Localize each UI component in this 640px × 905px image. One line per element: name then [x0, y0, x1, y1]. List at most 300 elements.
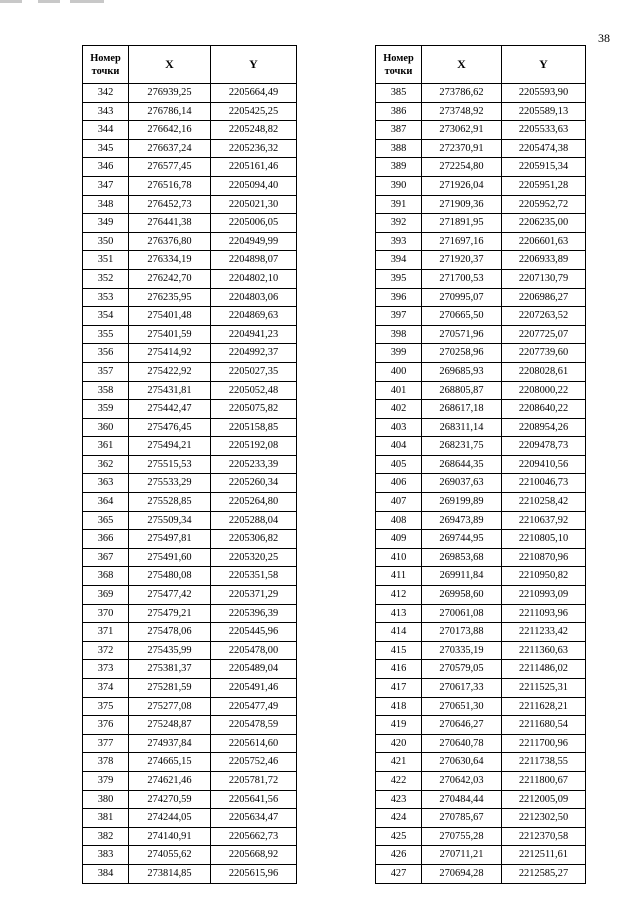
x-cell: 273748,92: [422, 102, 502, 121]
y-cell: 2204869,63: [211, 307, 297, 326]
table-row: [376, 623, 586, 642]
y-cell: 2211486,02: [502, 660, 586, 679]
y-cell: 2210637,92: [502, 511, 586, 530]
x-cell: 276939,25: [129, 84, 211, 103]
table-row: [83, 195, 297, 214]
point-number-cell: 364: [83, 493, 129, 512]
table-row: [83, 790, 297, 809]
table-row: [83, 641, 297, 660]
point-number-cell: 422: [376, 771, 422, 790]
x-cell: 275277,08: [129, 697, 211, 716]
x-cell: 275442,47: [129, 400, 211, 419]
y-cell: 2205668,92: [211, 846, 297, 865]
x-cell: 270755,28: [422, 827, 502, 846]
scan-mark: [0, 0, 22, 3]
point-number-cell: 347: [83, 176, 129, 195]
table-row: [376, 288, 586, 307]
y-cell: 2205952,72: [502, 195, 586, 214]
x-cell: 275414,92: [129, 344, 211, 363]
y-cell: 2204941,23: [211, 325, 297, 344]
y-cell: 2205161,46: [211, 158, 297, 177]
x-cell: 270258,96: [422, 344, 502, 363]
point-number-cell: 413: [376, 604, 422, 623]
point-number-cell: 380: [83, 790, 129, 809]
table-row: [83, 102, 297, 121]
table-row: [376, 567, 586, 586]
table-row: [376, 381, 586, 400]
y-cell: 2211525,31: [502, 679, 586, 698]
y-cell: 2209410,56: [502, 455, 586, 474]
y-cell: 2205371,29: [211, 586, 297, 605]
table-row: [376, 158, 586, 177]
point-number-cell: 427: [376, 864, 422, 883]
x-cell: 271700,53: [422, 269, 502, 288]
point-number-cell: 368: [83, 567, 129, 586]
x-cell: 269744,95: [422, 530, 502, 549]
point-number-cell: 391: [376, 195, 422, 214]
x-cell: 276577,45: [129, 158, 211, 177]
x-cell: 275435,99: [129, 641, 211, 660]
table-row: [83, 567, 297, 586]
x-cell: 275422,92: [129, 362, 211, 381]
point-number-cell: 382: [83, 827, 129, 846]
point-number-cell: 398: [376, 325, 422, 344]
table-row: [376, 734, 586, 753]
x-cell: 275476,45: [129, 418, 211, 437]
y-cell: 2205021,30: [211, 195, 297, 214]
table-row: [83, 474, 297, 493]
x-cell: 268617,18: [422, 400, 502, 419]
x-cell: 269853,68: [422, 548, 502, 567]
x-cell: 271920,37: [422, 251, 502, 270]
y-cell: 2208028,61: [502, 362, 586, 381]
x-cell: 276516,78: [129, 176, 211, 195]
y-cell: 2205589,13: [502, 102, 586, 121]
point-number-cell: 366: [83, 530, 129, 549]
header-line: Номер: [383, 52, 414, 64]
x-cell: 270995,07: [422, 288, 502, 307]
x-cell: 271926,04: [422, 176, 502, 195]
y-cell: 2206986,27: [502, 288, 586, 307]
y-cell: 2205489,04: [211, 660, 297, 679]
x-cell: 275528,85: [129, 493, 211, 512]
table-row: [83, 269, 297, 288]
table-row: [376, 84, 586, 103]
table-row: [376, 474, 586, 493]
point-number-cell: 363: [83, 474, 129, 493]
x-cell: 270173,88: [422, 623, 502, 642]
x-cell: 270711,21: [422, 846, 502, 865]
point-number-cell: 390: [376, 176, 422, 195]
point-number-cell: 407: [376, 493, 422, 512]
point-number-cell: 350: [83, 232, 129, 251]
x-cell: 275381,37: [129, 660, 211, 679]
x-header: X: [129, 46, 211, 84]
point-number-cell: 360: [83, 418, 129, 437]
y-cell: 2210805,10: [502, 530, 586, 549]
table-row: [376, 139, 586, 158]
x-cell: 276235,95: [129, 288, 211, 307]
point-number-cell: 410: [376, 548, 422, 567]
y-cell: 2205320,25: [211, 548, 297, 567]
point-number-cell: 418: [376, 697, 422, 716]
point-number-cell: 381: [83, 809, 129, 828]
table-row: [83, 623, 297, 642]
table-row: [376, 771, 586, 790]
point-number-cell: 353: [83, 288, 129, 307]
point-number-cell: 388: [376, 139, 422, 158]
x-cell: 270484,44: [422, 790, 502, 809]
table-row: [83, 586, 297, 605]
x-cell: 275248,87: [129, 716, 211, 735]
y-cell: 2211800,67: [502, 771, 586, 790]
y-header: Y: [211, 46, 297, 84]
point-number-cell: 377: [83, 734, 129, 753]
point-number-cell: 359: [83, 400, 129, 419]
point-number-cell: 354: [83, 307, 129, 326]
table-row: [83, 362, 297, 381]
table-row: [83, 771, 297, 790]
table-row: [376, 790, 586, 809]
y-cell: 2205474,38: [502, 139, 586, 158]
table-row: [376, 753, 586, 772]
table-row: [376, 269, 586, 288]
point-number-cell: 346: [83, 158, 129, 177]
x-cell: 270642,03: [422, 771, 502, 790]
y-cell: 2205288,04: [211, 511, 297, 530]
point-number-cell: 344: [83, 121, 129, 140]
x-cell: 276242,70: [129, 269, 211, 288]
point-number-cell: 414: [376, 623, 422, 642]
table-row: [83, 121, 297, 140]
coordinates-table-left: [82, 45, 297, 884]
y-cell: 2207130,79: [502, 269, 586, 288]
y-cell: 2206933,89: [502, 251, 586, 270]
x-cell: 276637,24: [129, 139, 211, 158]
y-cell: 2212511,61: [502, 846, 586, 865]
x-cell: 274140,91: [129, 827, 211, 846]
point-number-cell: 385: [376, 84, 422, 103]
point-number-cell: 400: [376, 362, 422, 381]
x-cell: 275479,21: [129, 604, 211, 623]
table-row: [83, 288, 297, 307]
x-cell: 270646,27: [422, 716, 502, 735]
x-cell: 272254,80: [422, 158, 502, 177]
x-cell: 268231,75: [422, 437, 502, 456]
point-number-cell: 419: [376, 716, 422, 735]
table-row: [376, 176, 586, 195]
point-number-cell: 401: [376, 381, 422, 400]
point-number-cell: 356: [83, 344, 129, 363]
x-cell: 270665,50: [422, 307, 502, 326]
table-row: [376, 325, 586, 344]
table-row: [83, 734, 297, 753]
y-cell: 2204802,10: [211, 269, 297, 288]
y-cell: 2205533,63: [502, 121, 586, 140]
y-cell: 2205192,08: [211, 437, 297, 456]
y-cell: 2205306,82: [211, 530, 297, 549]
x-cell: 270579,05: [422, 660, 502, 679]
point-number-cell: 386: [376, 102, 422, 121]
coordinates-table-right: [375, 45, 586, 884]
point-number-cell: 365: [83, 511, 129, 530]
y-cell: 2211360,63: [502, 641, 586, 660]
y-cell: 2205264,80: [211, 493, 297, 512]
y-cell: 2212585,27: [502, 864, 586, 883]
point-number-cell: 425: [376, 827, 422, 846]
x-cell: 269911,84: [422, 567, 502, 586]
table-row: [83, 158, 297, 177]
x-cell: 276642,16: [129, 121, 211, 140]
x-cell: 275401,48: [129, 307, 211, 326]
y-cell: 2205752,46: [211, 753, 297, 772]
x-cell: 268311,14: [422, 418, 502, 437]
x-cell: 274244,05: [129, 809, 211, 828]
point-number-cell: 423: [376, 790, 422, 809]
table-row: [376, 251, 586, 270]
table-row: [83, 697, 297, 716]
y-cell: 2205664,49: [211, 84, 297, 103]
table-row: [376, 307, 586, 326]
point-number-cell: 392: [376, 214, 422, 233]
point-number-cell: 397: [376, 307, 422, 326]
y-cell: 2204949,99: [211, 232, 297, 251]
point-number-cell: 404: [376, 437, 422, 456]
point-number-cell: 405: [376, 455, 422, 474]
x-cell: 275494,21: [129, 437, 211, 456]
x-cell: 274665,15: [129, 753, 211, 772]
y-cell: 2204803,06: [211, 288, 297, 307]
table-row: [83, 84, 297, 103]
x-cell: 268644,35: [422, 455, 502, 474]
y-cell: 2205006,05: [211, 214, 297, 233]
x-cell: 276452,73: [129, 195, 211, 214]
table-row: [376, 455, 586, 474]
point-number-cell: 420: [376, 734, 422, 753]
header-line: Номер: [90, 52, 121, 64]
y-cell: 2205477,49: [211, 697, 297, 716]
point-number-cell: 399: [376, 344, 422, 363]
table-row: [376, 586, 586, 605]
y-cell: 2205951,28: [502, 176, 586, 195]
y-cell: 2205634,47: [211, 809, 297, 828]
y-cell: 2205158,85: [211, 418, 297, 437]
x-cell: 273062,91: [422, 121, 502, 140]
table-row: [83, 176, 297, 195]
y-cell: 2205445,96: [211, 623, 297, 642]
x-cell: 275477,42: [129, 586, 211, 605]
y-cell: 2211680,54: [502, 716, 586, 735]
point-number-header: [83, 46, 129, 84]
y-cell: 2212302,50: [502, 809, 586, 828]
point-number-cell: 369: [83, 586, 129, 605]
table-row: [83, 511, 297, 530]
point-number-cell: 362: [83, 455, 129, 474]
point-number-cell: 373: [83, 660, 129, 679]
y-cell: 2206601,63: [502, 232, 586, 251]
table-row: [83, 400, 297, 419]
x-cell: 269473,89: [422, 511, 502, 530]
table-row: [83, 251, 297, 270]
table-row: [83, 307, 297, 326]
y-cell: 2205351,58: [211, 567, 297, 586]
x-cell: 271891,95: [422, 214, 502, 233]
table-row: [376, 362, 586, 381]
y-cell: 2204898,07: [211, 251, 297, 270]
x-cell: 269037,63: [422, 474, 502, 493]
point-number-cell: 416: [376, 660, 422, 679]
table-row: [83, 418, 297, 437]
table-row: [83, 493, 297, 512]
point-number-cell: 408: [376, 511, 422, 530]
point-number-cell: 376: [83, 716, 129, 735]
table-row: [83, 753, 297, 772]
x-cell: 273786,62: [422, 84, 502, 103]
table-row: [376, 679, 586, 698]
table-row: [83, 139, 297, 158]
point-number-header: [376, 46, 422, 84]
y-header: Y: [502, 46, 586, 84]
y-cell: 2210950,82: [502, 567, 586, 586]
y-cell: 2205614,60: [211, 734, 297, 753]
table-row: [376, 716, 586, 735]
x-cell: 276786,14: [129, 102, 211, 121]
y-cell: 2209478,73: [502, 437, 586, 456]
y-cell: 2212005,09: [502, 790, 586, 809]
x-cell: 270651,30: [422, 697, 502, 716]
point-number-cell: 367: [83, 548, 129, 567]
point-number-cell: 426: [376, 846, 422, 865]
x-cell: 273814,85: [129, 864, 211, 883]
x-cell: 269199,89: [422, 493, 502, 512]
point-number-cell: 374: [83, 679, 129, 698]
y-cell: 2210046,73: [502, 474, 586, 493]
x-cell: 270694,28: [422, 864, 502, 883]
point-number-cell: 409: [376, 530, 422, 549]
y-cell: 2205094,40: [211, 176, 297, 195]
table-row: [376, 493, 586, 512]
scan-mark: [70, 0, 104, 3]
y-cell: 2205478,00: [211, 641, 297, 660]
x-header: X: [422, 46, 502, 84]
x-cell: 274937,84: [129, 734, 211, 753]
table-row: [376, 344, 586, 363]
point-number-cell: 351: [83, 251, 129, 270]
table-row: [83, 455, 297, 474]
table-row: [376, 195, 586, 214]
x-cell: 276441,38: [129, 214, 211, 233]
table-row: [83, 864, 297, 883]
table-row: [83, 325, 297, 344]
table-row: [83, 344, 297, 363]
table-row: [83, 679, 297, 698]
table-row: [83, 381, 297, 400]
point-number-cell: 342: [83, 84, 129, 103]
x-cell: 274055,62: [129, 846, 211, 865]
point-number-cell: 403: [376, 418, 422, 437]
point-number-cell: 396: [376, 288, 422, 307]
point-number-cell: 412: [376, 586, 422, 605]
table-row: [376, 548, 586, 567]
table-row: [376, 214, 586, 233]
y-cell: 2205478,59: [211, 716, 297, 735]
point-number-cell: 411: [376, 567, 422, 586]
table-row: [376, 809, 586, 828]
y-cell: 2211093,96: [502, 604, 586, 623]
point-number-cell: 355: [83, 325, 129, 344]
table-row: [83, 716, 297, 735]
y-cell: 2205027,35: [211, 362, 297, 381]
point-number-cell: 387: [376, 121, 422, 140]
y-cell: 2204992,37: [211, 344, 297, 363]
table-row: [376, 232, 586, 251]
x-cell: 271909,36: [422, 195, 502, 214]
point-number-cell: 378: [83, 753, 129, 772]
x-cell: 275491,60: [129, 548, 211, 567]
y-cell: 2205248,82: [211, 121, 297, 140]
x-cell: 274270,59: [129, 790, 211, 809]
table-row: [376, 846, 586, 865]
x-cell: 275533,29: [129, 474, 211, 493]
point-number-cell: 370: [83, 604, 129, 623]
x-cell: 270061,08: [422, 604, 502, 623]
point-number-cell: 375: [83, 697, 129, 716]
point-number-cell: 343: [83, 102, 129, 121]
table-row: [376, 864, 586, 883]
x-cell: 275401,59: [129, 325, 211, 344]
table-row: [83, 604, 297, 623]
x-cell: 275478,06: [129, 623, 211, 642]
point-number-cell: 357: [83, 362, 129, 381]
y-cell: 2205236,32: [211, 139, 297, 158]
x-cell: 268805,87: [422, 381, 502, 400]
header-line: точки: [91, 65, 120, 77]
x-cell: 270617,33: [422, 679, 502, 698]
point-number-cell: 417: [376, 679, 422, 698]
table-row: [376, 604, 586, 623]
y-cell: 2208954,26: [502, 418, 586, 437]
table-row: [83, 232, 297, 251]
table-row: [83, 827, 297, 846]
page-number: 38: [598, 31, 610, 45]
y-cell: 2208000,22: [502, 381, 586, 400]
table-row: [376, 660, 586, 679]
y-cell: 2210993,09: [502, 586, 586, 605]
point-number-cell: 371: [83, 623, 129, 642]
header-line: точки: [384, 65, 413, 77]
point-number-cell: 421: [376, 753, 422, 772]
y-cell: 2205662,73: [211, 827, 297, 846]
table-header-row: [83, 46, 297, 84]
y-cell: 2205915,34: [502, 158, 586, 177]
table-row: [83, 437, 297, 456]
point-number-cell: 406: [376, 474, 422, 493]
x-cell: 271697,16: [422, 232, 502, 251]
y-cell: 2205260,34: [211, 474, 297, 493]
y-cell: 2205593,90: [502, 84, 586, 103]
table-row: [376, 121, 586, 140]
table-row: [376, 827, 586, 846]
table-row: [83, 846, 297, 865]
y-cell: 2211738,55: [502, 753, 586, 772]
table-row: [376, 437, 586, 456]
table-header-row: [376, 46, 586, 84]
table-row: [376, 697, 586, 716]
table-row: [83, 809, 297, 828]
table-row: [376, 400, 586, 419]
y-cell: 2211700,96: [502, 734, 586, 753]
x-cell: 270640,78: [422, 734, 502, 753]
